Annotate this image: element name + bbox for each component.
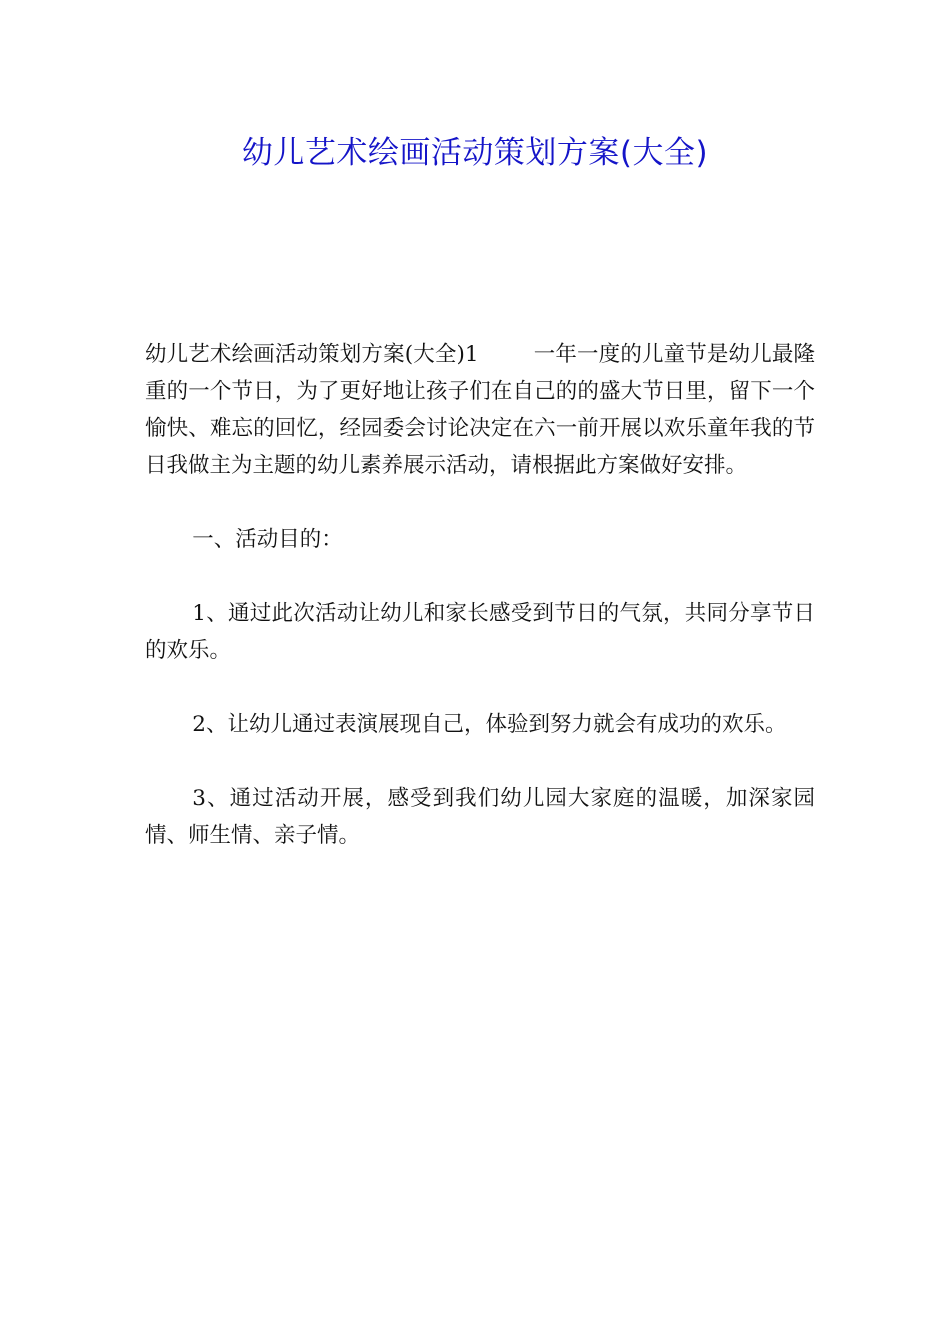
goal-item-2: 2、让幼儿通过表演展现自己，体验到努力就会有成功的欢乐。 <box>192 712 787 737</box>
intro-text: 一年一度的儿童节是幼儿最隆重的一个节日，为了更好地让孩子们在自己的的盛大节日里，留下一个愉快、难忘的回忆，经园委会讨论决定在六一前开展以欢乐童年我的节日我做主为主题的幼儿素养展示活动，请根据此方案做好安排。 <box>145 342 815 478</box>
section-heading: 一、活动目的： <box>192 527 343 552</box>
document-body <box>145 336 815 891</box>
goal-item-3: 3、通过活动开展，感受到我们幼儿园大家庭的温暖，加深家园情、师生情、亲子情。 <box>145 786 815 848</box>
intro-paragraph <box>145 336 815 484</box>
goal-item-1: 1、通过此次活动让幼儿和家长感受到节日的气氛，共同分享节日的欢乐。 <box>145 601 815 663</box>
intro-label: 幼儿艺术绘画活动策划方案(大全)1 <box>145 342 479 367</box>
document-title: 幼儿艺术绘画活动策划方案(大全) <box>241 135 709 171</box>
